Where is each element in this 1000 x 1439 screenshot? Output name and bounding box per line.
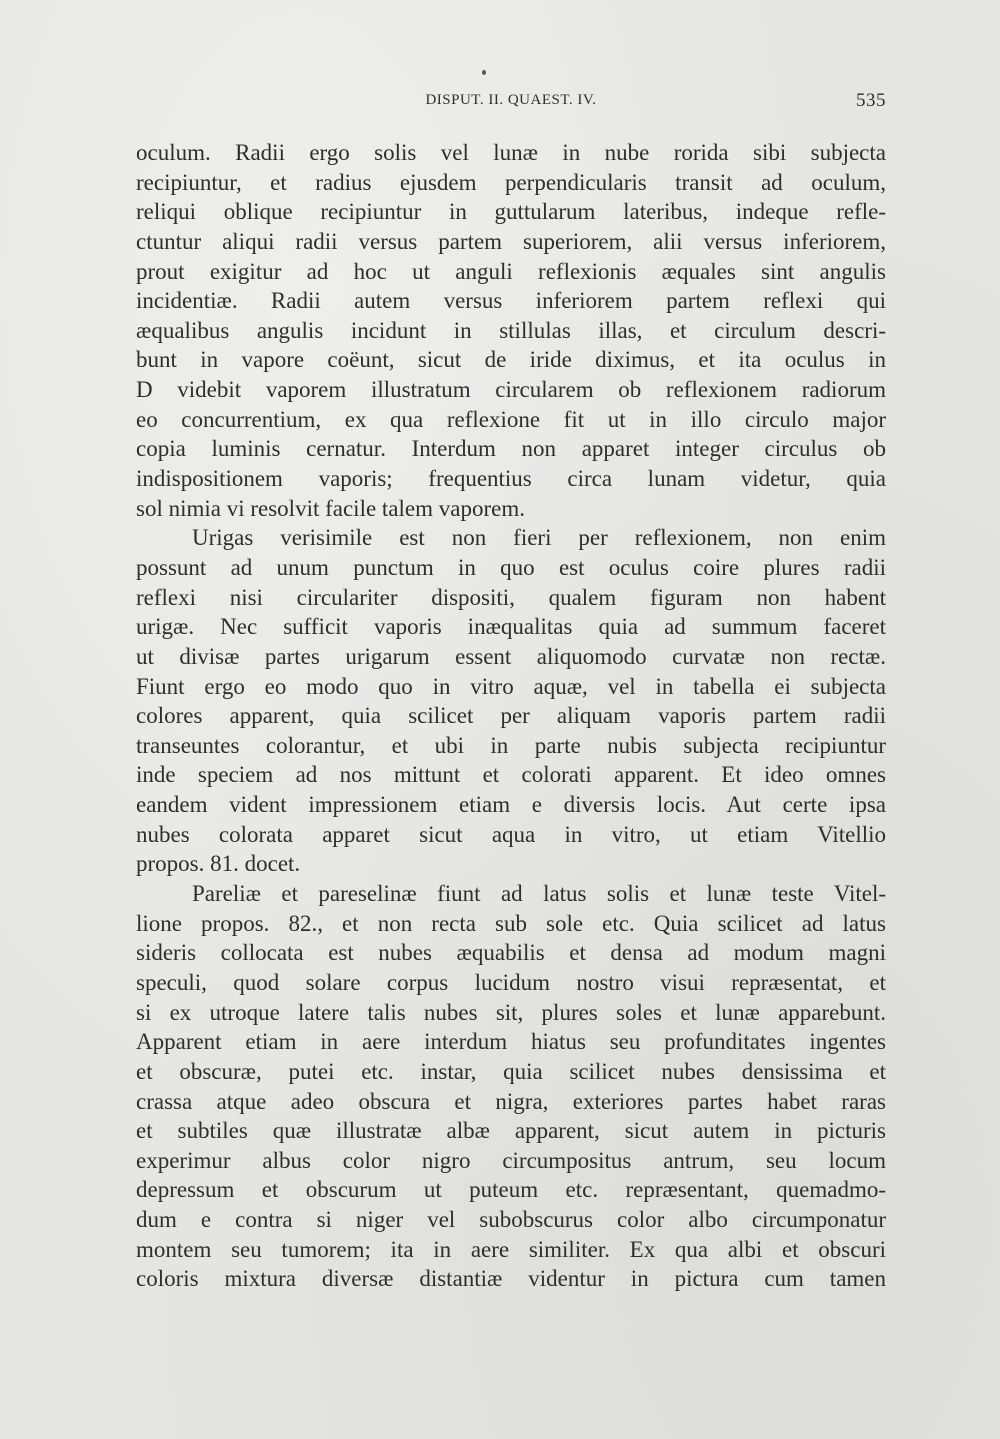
text-line: urigæ. Nec sufficit vaporis inæqualitas quia ad summum faceret — [136, 614, 886, 640]
text-line: indispositionem vaporis; frequentius circa lunam videtur, quia — [136, 466, 886, 492]
text-line: transeuntes colorantur, et ubi in parte nubis subjecta recipiuntur — [136, 732, 886, 758]
text-line: sol nimia vi resolvit facile talem vaporem. — [136, 495, 525, 521]
text-line: experimur albus color nigro circumpositus antrum, seu locum — [136, 1147, 886, 1173]
text-line: inde speciem ad nos mittunt et colorati apparent. Et ideo omnes — [136, 762, 886, 788]
text-line: D videbit vaporem illustratum circularem ob reflexionem radiorum — [136, 377, 886, 403]
text-line: crassa atque adeo obscura et nigra, exteriores partes habet raras — [136, 1088, 886, 1114]
text-line: dum e contra si niger vel subobscurus color albo circumponatur — [136, 1207, 886, 1233]
text-line: eandem vident impressionem etiam e diversis locis. Aut certe ipsa — [136, 792, 886, 818]
text-line: lione propos. 82., et non recta sub sole etc. Quia scilicet ad latus — [136, 910, 886, 936]
running-header — [136, 90, 886, 114]
print-speck — [482, 70, 486, 75]
text-line: prout exigitur ad hoc ut anguli reflexionis æquales sint angulis — [136, 258, 886, 284]
text-line: reliqui oblique recipiuntur in guttularum lateribus, indeque refle- — [136, 199, 886, 225]
text-line: Fiunt ergo eo modo quo in vitro aquæ, vel in tabella ei subjecta — [136, 673, 886, 699]
text-line: propos. 81. docet. — [136, 851, 301, 877]
text-line: nubes colorata apparet sicut aqua in vitro, ut etiam Vitellio — [136, 821, 886, 847]
text-line: coloris mixtura diversæ distantiæ videntur in pictura cum tamen — [136, 1266, 886, 1292]
text-line: Apparent etiam in aere interdum hiatus seu profunditates ingentes — [136, 1029, 886, 1055]
text-line: et subtiles quæ illustratæ albæ apparent, sicut autem in picturis — [136, 1118, 886, 1144]
text-line: et obscuræ, putei etc. instar, quia scilicet nubes densissima et — [136, 1058, 886, 1084]
text-line: ctuntur aliqui radii versus partem superiorem, alii versus inferiorem, — [136, 228, 886, 254]
text-line: sideris collocata est nubes æquabilis et densa ad modum magni — [136, 940, 886, 966]
text-line: colores apparent, quia scilicet per aliquam vaporis partem radii — [136, 703, 886, 729]
text-line: oculum. Radii ergo solis vel lunæ in nube rorida sibi subjecta — [136, 140, 886, 165]
text-line: eo concurrentium, ex qua reflexione fit ut in illo circulo major — [136, 406, 886, 432]
text-line: æqualibus angulis incidunt in stillulas illas, et circulum descri- — [136, 317, 886, 343]
text-line: possunt ad unum punctum in quo est oculus coire plures radii — [136, 554, 886, 580]
text-line: reflexi nisi circulariter dispositi, qualem figuram non habent — [136, 584, 886, 610]
running-title: DISPUT. II. QUAEST. IV. — [425, 92, 597, 108]
text-line: recipiuntur, et radius ejusdem perpendicularis transit ad oculum, — [136, 169, 886, 195]
text-line: depressum et obscurum ut puteum etc. repræsentant, quemadmo- — [136, 1177, 886, 1203]
page-number: 535 — [856, 90, 886, 111]
text-line: incidentiæ. Radii autem versus inferiorem partem reflexi qui — [136, 288, 886, 314]
body-text — [136, 138, 886, 1294]
text-line: bunt in vapore coëunt, sicut de iride diximus, et ita oculus in — [136, 347, 886, 373]
text-line: montem seu tumorem; ita in aere similiter. Ex qua albi et obscuri — [136, 1236, 886, 1262]
text-line: ut divisæ partes urigarum essent aliquomodo curvatæ non rectæ. — [136, 643, 886, 669]
text-line: si ex utroque latere talis nubes sit, plures soles et lunæ apparebunt. — [136, 999, 886, 1025]
text-line: copia luminis cernatur. Interdum non apparet integer circulus ob — [136, 436, 886, 462]
text-line: speculi, quod solare corpus lucidum nostro visui repræsentat, et — [136, 969, 886, 995]
text-line: Urigas verisimile est non fieri per reflexionem, non enim — [192, 525, 886, 551]
text-line: Pareliæ et pareselinæ fiunt ad latus solis et lunæ teste Vitel- — [192, 881, 886, 907]
